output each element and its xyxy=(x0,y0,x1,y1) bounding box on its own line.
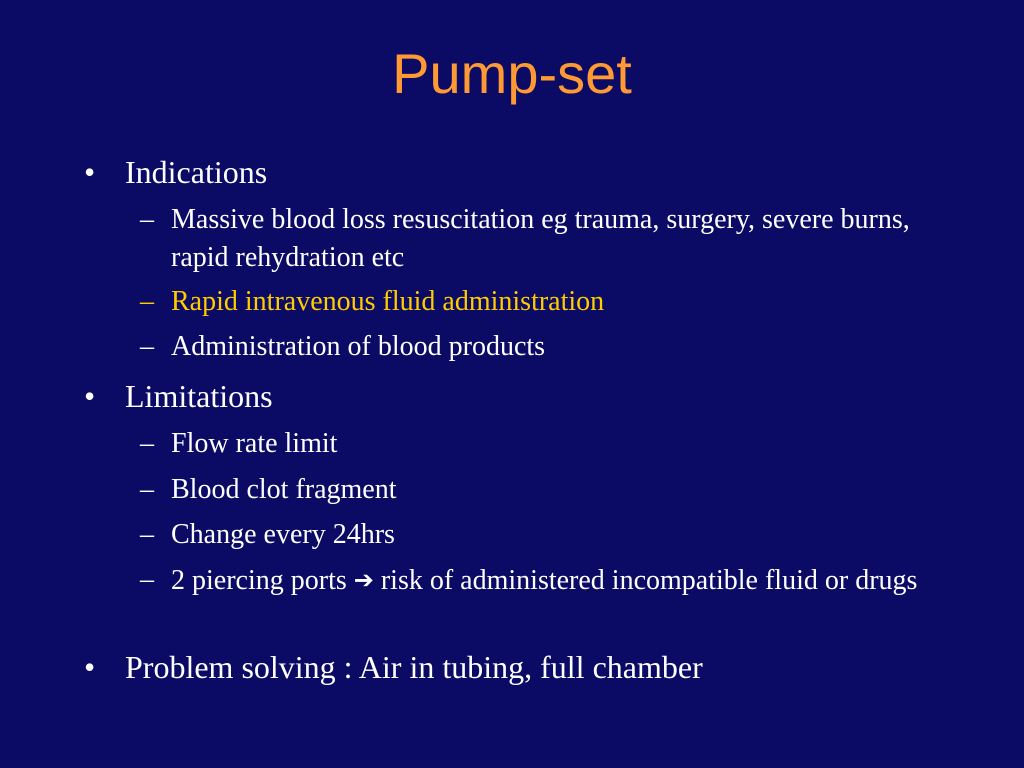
sub-item-text: Massive blood loss resuscitation eg trauma, surgery, severe burns, rapid rehydration etc xyxy=(171,204,910,273)
sub-item-text: Rapid intravenous fluid administration xyxy=(171,286,605,317)
bullet-heading: Problem solving : Air in tubing, full chamber xyxy=(125,649,703,685)
dash-icon: – xyxy=(140,331,154,362)
bullet-heading: Limitations xyxy=(125,378,273,414)
bullet-heading: Indications xyxy=(125,154,268,190)
sub-item-text-before-arrow: 2 piercing ports xyxy=(171,565,347,596)
dash-icon: – xyxy=(140,564,154,595)
sub-item-text xyxy=(171,561,920,600)
sub-item-highlighted xyxy=(140,283,920,321)
dash-icon: – xyxy=(140,519,154,550)
bullet-icon: • xyxy=(84,649,96,685)
sub-item-text-after-arrow: risk of administered incompatible fluid or drugs xyxy=(380,565,918,596)
sub-item xyxy=(140,328,920,366)
right-arrow-icon: ➔ xyxy=(353,566,374,594)
sub-item-text: Change every 24hrs xyxy=(171,519,395,550)
sub-item xyxy=(140,425,920,463)
dash-icon: – xyxy=(140,204,154,235)
sub-item-text: Administration of blood products xyxy=(171,331,546,362)
sub-item-text: Blood clot fragment xyxy=(171,474,397,505)
bullet-icon: • xyxy=(84,154,96,190)
dash-icon: – xyxy=(140,286,154,317)
sub-item xyxy=(140,561,920,600)
dash-icon: – xyxy=(140,428,154,459)
sub-item-text: Flow rate limit xyxy=(171,428,338,459)
sub-item xyxy=(140,516,920,554)
bullet-icon: • xyxy=(84,378,96,414)
slide-title: Pump-set xyxy=(392,42,632,105)
sub-item xyxy=(140,201,920,277)
sub-item xyxy=(140,471,920,509)
dash-icon: – xyxy=(140,474,154,505)
